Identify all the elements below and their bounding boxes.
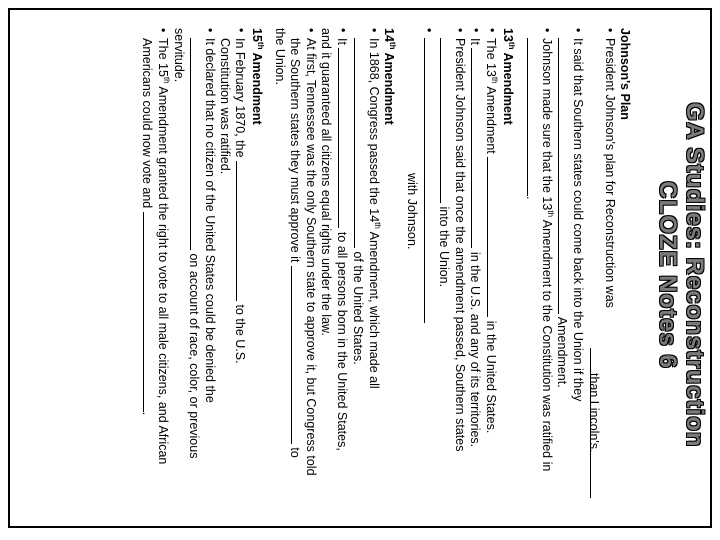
list-item: [585, 28, 616, 533]
text: to: [287, 447, 302, 458]
text: Amendment.: [555, 316, 570, 388]
list-item: [217, 28, 248, 533]
fill-in-blank[interactable]: [487, 157, 499, 317]
list-item: [554, 28, 585, 533]
line: [554, 38, 570, 533]
text: to the U.S.: [233, 304, 248, 364]
rotated-notes-page: [22, 20, 712, 530]
text: to all persons born in the United States,: [334, 231, 349, 451]
fill-in-blank[interactable]: [354, 38, 366, 248]
text: It declared that no citizen of the United States could be denied the: [202, 38, 217, 403]
amendment-15-list: [186, 28, 249, 533]
list-item: [404, 28, 435, 533]
line: [186, 38, 202, 533]
fill-in-blank[interactable]: [471, 48, 483, 248]
line: [139, 38, 155, 533]
text: The 15: [156, 38, 171, 77]
amendment-14-heading: 14th Amendment: [382, 28, 398, 125]
line: [350, 38, 366, 533]
fill-in-blank[interactable]: [527, 38, 539, 196]
continuation-text: the Union.: [272, 28, 287, 85]
fill-in-blank[interactable]: [291, 266, 303, 444]
fill-in-blank[interactable]: [558, 38, 570, 314]
fill-in-blank[interactable]: [424, 38, 436, 323]
johnson-plan-heading: Johnson's Plan: [618, 28, 632, 120]
line: [419, 38, 435, 533]
amendment-15-heading: 15th Amendment: [249, 28, 265, 125]
amendment-15-list-cont: [139, 28, 170, 533]
list-item: • The 15th Amendment granted the right to vote to all male citizens, and African Americans could now vote and .: [139, 28, 170, 533]
list-item: [436, 28, 467, 533]
text: the Southern states they must approve it: [287, 38, 302, 263]
list-item: [287, 28, 318, 533]
text: At first, Tennessee was the only Southern state to approve it, but Congress told: [304, 38, 319, 476]
fill-in-blank[interactable]: [338, 48, 350, 228]
list-item: [523, 28, 554, 533]
title-line-2: CLOZE Notes 6: [654, 181, 681, 369]
line: [217, 38, 232, 533]
text: than Lincoln's.: [586, 373, 601, 453]
text: in the United States.: [484, 320, 499, 434]
fill-in-blank[interactable]: [190, 38, 202, 250]
continuation-text: servitude.: [171, 28, 186, 83]
text: Amendment: [484, 83, 499, 154]
slide-frame: [8, 8, 712, 528]
list-item: [333, 28, 349, 533]
text: on account of race, color, or previous: [186, 253, 201, 459]
fill-in-blank[interactable]: [236, 161, 248, 301]
fill-in-blank[interactable]: [143, 212, 155, 412]
list-item: • In 1868, Congress passed the 14th Amendment, which made all of the United States.: [350, 28, 381, 533]
continuation-text: and it guaranteed all citizens equal rights under the law.: [319, 28, 334, 336]
line: [523, 38, 539, 533]
text: Amendment to the Constitution was ratified in: [539, 217, 554, 472]
amendment-13-heading: 13th Amendment: [500, 28, 516, 125]
fill-in-blank[interactable]: [440, 38, 452, 203]
text: In 1868, Congress passed the 14: [366, 38, 381, 223]
text: into the Union.: [436, 206, 451, 288]
text: of the United States.: [350, 251, 365, 365]
line: [287, 38, 303, 533]
text: Americans could now vote and: [140, 38, 155, 209]
superscript: th: [546, 210, 556, 218]
line: [436, 38, 452, 533]
list-item: [186, 28, 217, 533]
johnson-plan-list: [523, 28, 617, 533]
amendment-14-list-cont: [287, 28, 318, 533]
text: The 13: [484, 38, 499, 77]
text: President Johnson said that once the amendment passed, Southern states: [452, 38, 467, 452]
text: with Johnson.: [405, 173, 420, 250]
text: Constitution was ratified.: [218, 38, 233, 175]
list-item: • The 13th Amendment in the United States.: [483, 28, 499, 533]
text: Amendment granted the right to vote to all male citizens, and African: [156, 83, 171, 465]
text: It: [334, 38, 349, 45]
text: It: [468, 38, 483, 45]
notes-content: [139, 28, 632, 533]
text: .: [523, 196, 538, 200]
amendment-14-list: [333, 28, 381, 533]
text: Johnson made sure that the 13: [539, 38, 554, 211]
line: [404, 38, 419, 533]
text: It said that Southern states could come back into the Union if they: [571, 38, 586, 402]
list-item: [467, 28, 483, 533]
text: In February 1870, the: [233, 38, 248, 158]
amendment-13-list: [404, 28, 499, 533]
text: President Johnson's plan for Reconstruction was: [602, 38, 617, 308]
text: in the U.S. and any of its territories.: [468, 251, 483, 448]
text: Amendment, which made all: [366, 228, 381, 389]
title-line-1: GA Studies: Reconstruction: [681, 102, 708, 448]
text: .: [140, 411, 155, 416]
fill-in-blank[interactable]: [590, 348, 602, 498]
